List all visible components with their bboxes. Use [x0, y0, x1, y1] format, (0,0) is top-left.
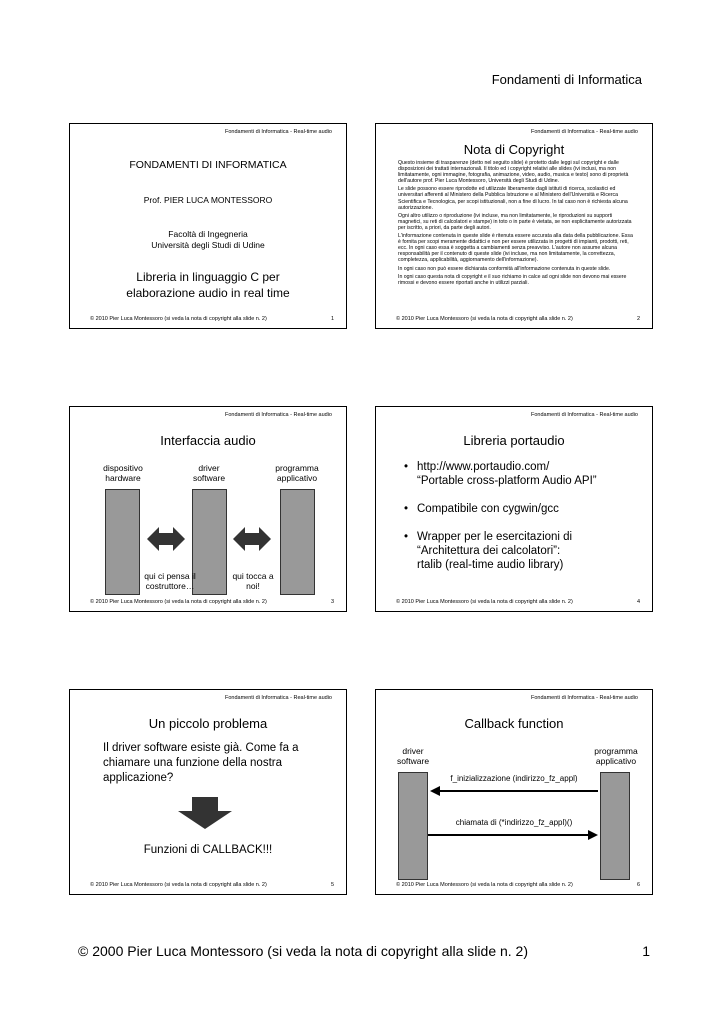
slide-footer: © 2010 Pier Luca Montessoro (si veda la nota di copyright alla slide n. 2) — [90, 316, 267, 322]
slide-title: Libreria portaudio — [463, 433, 565, 448]
subtitle-line-1: Libreria in linguaggio C per — [136, 270, 280, 284]
slide-3 — [69, 406, 347, 612]
problem-text: Il driver software esiste già. Come fa a chiamare una funzione della nostra applicazione? — [103, 742, 299, 784]
double-arrow-icon — [233, 525, 271, 553]
copyright-text — [398, 160, 636, 288]
slide-5 — [69, 689, 347, 895]
page-number: 1 — [642, 943, 650, 959]
slide-header: Fondamenti di Informatica - Real-time audio — [531, 695, 638, 701]
copyright-paragraph: In ogni caso non può essere dichiarata conformità all'informazione contenuta in queste slide. — [398, 265, 611, 272]
copyright-paragraph: Ogni altro utilizzo o riproduzione (ivi incluse, ma non limitatamente, le riproduzioni su supporti magnetici, su reti di calcolatori e stampe) in toto o in parte è vietata, se non esplicitamente autorizzata per iscritto, a priori, da parte degli autori. — [398, 212, 632, 231]
application-block — [600, 772, 630, 880]
slide-header: Fondamenti di Informatica - Real-time audio — [225, 412, 332, 418]
bullet-list — [404, 460, 642, 586]
slide-number: 2 — [636, 316, 640, 322]
author: Prof. PIER LUCA MONTESSORO — [143, 195, 273, 205]
bullet-item: • Wrapper per le esercitazioni di “Architettura dei calcolatori”: rtalib (real-time audio library) — [404, 530, 642, 572]
slide-title: Callback function — [464, 716, 564, 731]
bullet-item: • http://www.portaudio.com/ “Portable cross-platform Audio API” — [404, 460, 642, 488]
double-arrow-icon — [147, 525, 185, 553]
slide-title: Interfaccia audio — [160, 433, 256, 448]
page-header: Fondamenti di Informatica — [491, 72, 642, 87]
slide-number: 1 — [330, 316, 334, 322]
copyright-paragraph: In ogni caso questa nota di copyright e il suo richiamo in calce ad ogni slide non devono mai essere rimossi e devono essere riportati anche in utilizzi parziali. — [398, 273, 627, 286]
copyright-paragraph: L'informazione contenuta in queste slide è ritenuta essere accurata alla data della pubblicazione. Essa è fornita per scopi meramente didattici e non per essere utilizzata in progetti di impianti, prodotti, reti, ecc. In ogni caso essa è soggetta a cambiamenti senza preavviso. L'autore non assume alcuna responsabilità per il contenuto di queste slide (ivi incluse, ma non limitatamente, la correttezza, completezza, applicabilità, aggiornamento dell'informazione). — [398, 233, 633, 264]
slide-header: Fondamenti di Informatica - Real-time audio — [225, 695, 332, 701]
slide-2 — [375, 123, 653, 329]
note-us: qui tocca a noi! — [232, 571, 274, 591]
call-label-init: f_inizializzazione (indirizzo_fz_appl) — [450, 774, 578, 783]
label-application: programma applicativo — [594, 746, 638, 766]
slide-title: Nota di Copyright — [463, 142, 565, 157]
answer-text: Funzioni di CALLBACK!!! — [143, 844, 273, 856]
slide-header: Fondamenti di Informatica - Real-time audio — [531, 412, 638, 418]
slide-footer: © 2010 Pier Luca Montessoro (si veda la nota di copyright alla slide n. 2) — [396, 882, 573, 888]
faculty-line-1: Facoltà di Ingegneria — [168, 229, 248, 239]
slide-title: Un piccolo problema — [148, 716, 268, 731]
course-title: FONDAMENTI DI INFORMATICA — [129, 159, 287, 171]
slide-footer: © 2010 Pier Luca Montessoro (si veda la nota di copyright alla slide n. 2) — [396, 599, 573, 605]
slide-6 — [375, 689, 653, 895]
slide-header: Fondamenti di Informatica - Real-time audio — [531, 129, 638, 135]
label-driver: driver software — [192, 463, 226, 483]
label-driver: driver software — [396, 746, 430, 766]
slide-number: 5 — [330, 882, 334, 888]
bullet-item: • Compatibile con cygwin/gcc — [404, 502, 642, 516]
slide-number: 4 — [636, 599, 640, 605]
right-arrow-icon — [428, 830, 598, 840]
label-hardware: dispositivo hardware — [103, 463, 143, 483]
slide-footer: © 2010 Pier Luca Montessoro (si veda la nota di copyright alla slide n. 2) — [396, 316, 573, 322]
slide-4 — [375, 406, 653, 612]
slide-header: Fondamenti di Informatica - Real-time audio — [225, 129, 332, 135]
note-manufacturer: qui ci pensa il costruttore… — [144, 571, 196, 591]
copyright-paragraph: Questo insieme di trasparenze (detto nel seguito slide) è protetto dalle leggi sul copyright e dalle disposizioni dei trattati internazionali. Il titolo ed i copyright relativi alle slides (ivi inclusi, ma non limitatamente, ogni immagine, fotografia, animazione, video, audio, musica e testo) sono di proprietà dell'autore prof. Pier Luca Montessoro, Università degli Studi di Udine. — [398, 160, 629, 185]
faculty-line-2: Università degli Studi di Udine — [151, 240, 265, 250]
left-arrow-icon — [430, 786, 598, 796]
slide-footer: © 2010 Pier Luca Montessoro (si veda la nota di copyright alla slide n. 2) — [90, 882, 267, 888]
page-footer: © 2000 Pier Luca Montessoro (si veda la nota di copyright alla slide n. 2) — [78, 943, 529, 959]
call-label-callback: chiamata di (*indirizzo_fz_appl)() — [455, 818, 573, 827]
slide-number: 3 — [330, 599, 334, 605]
slide-1 — [69, 123, 347, 329]
driver-block — [398, 772, 428, 880]
down-arrow-icon — [178, 797, 232, 829]
slide-footer: © 2010 Pier Luca Montessoro (si veda la nota di copyright alla slide n. 2) — [90, 599, 267, 605]
slide-number: 6 — [636, 882, 640, 888]
copyright-paragraph: Le slide possono essere riprodotte ed utilizzate liberamente dagli istituti di ricerca, scolastici ed universitari afferenti al Ministero della Pubblica Istruzione e al Ministero dell'Università e Ricerca Scientifica e Tecnologica, per scopi istituzionali, non a fine di lucro. In tal caso non è richiesta alcuna autorizzazione. — [398, 186, 628, 211]
subtitle-line-2: elaborazione audio in real time — [126, 286, 290, 300]
label-application: programma applicativo — [275, 463, 319, 483]
